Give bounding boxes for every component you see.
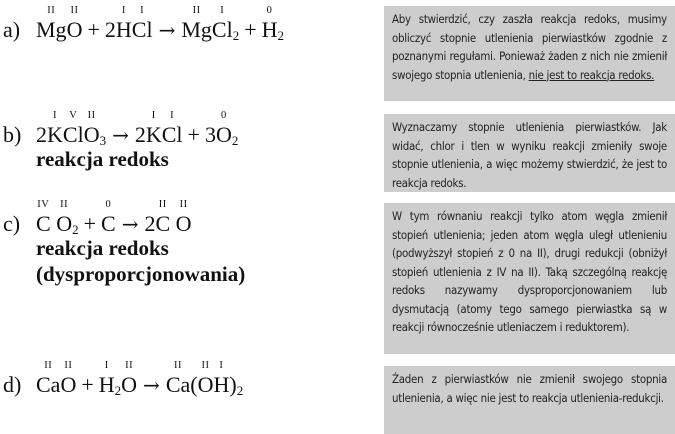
equation-d [0,360,244,398]
reaction-arrow-icon: → [158,18,176,42]
reaction-label: c) [3,211,21,236]
explanation-text: W tym równaniu reakcji tylko atom węgla zmienił stopień utlenienia; jeden atom węgla uległ utlenieniu (podwyższył stopień z 0 na II), drugi redukcji (obniżył stopień utlenienia z IV na II). Taką szczególną reakcję redoks nazywamy dysproporcjonowaniem lub dysmutacją (atomy tego samego pierwiastka są w reakcji równocześnie utleniaczem i reduktorem). [392,209,667,334]
oxidation-state: 0 [266,5,273,16]
oxidation-state: I [121,5,126,16]
reaction-label: b) [3,122,22,147]
subscript: 2 [236,383,244,398]
coefficient: 2 [144,211,156,236]
oxidation-state: II [158,199,167,210]
oxidation-state: I [170,110,175,121]
element: I K [47,110,63,147]
oxidation-state: II [60,199,69,210]
element: II C [155,199,171,236]
oxidation-state: I [219,360,224,371]
oxidation-state: I [104,360,109,371]
reaction-note-subtype: (dysproporcjonowania) [36,262,246,286]
element: II O [175,199,192,236]
element: V Cl [62,110,84,147]
oxidation-state: V [69,110,78,121]
oxidation-state: II [70,5,79,16]
plus-sign: + [87,17,100,42]
oxidation-state: II [125,360,134,371]
reaction-arrow-icon: → [112,123,129,147]
element: I H [213,360,230,397]
oxidation-state: II [192,5,201,16]
element: IV C [36,199,51,236]
explanation-text: Żaden z pierwiastków nie zmienił swojego stopnia utlenienia, a więc nie jest to reakcja utlenienia-redukcji. [392,372,667,405]
plus-sign: + [83,211,96,236]
element: II O [66,5,83,42]
oxidation-state: 0 [221,110,227,121]
oxidation-state: I [220,5,225,16]
subscript: 2 [72,222,79,237]
reaction-label: a) [3,17,21,42]
element: 0 C [101,199,116,236]
coefficient: 3 [204,122,216,147]
element: II O [60,360,77,397]
element: II Mg [36,5,67,42]
reaction-a [0,5,284,43]
reaction-b [0,110,239,172]
reaction-arrow-icon: → [121,212,139,236]
subscript: 2 [232,28,240,43]
plus-sign: + [244,17,257,42]
subscript: 2 [277,28,284,43]
conclusion-underlined: nie jest to reakcja redoks. [528,67,655,82]
bracket-close: ) [229,372,237,397]
element: II Mg [181,5,212,42]
oxidation-state: I [151,110,156,121]
oxidation-state: II [174,360,183,371]
plus-sign: + [187,122,200,147]
element: II O [197,360,214,397]
element: II O [56,199,73,236]
element: II O [83,110,100,147]
oxidation-state: I [140,5,145,16]
reaction-arrow-icon: → [143,373,160,397]
coefficient: 2 [134,122,146,147]
element: I K [145,110,162,147]
explanation-box-c [384,203,675,354]
element: 0 H [261,5,278,42]
explanation-text: Wyznaczamy stopnie utlenienia pierwiastków. Jak widać, chlor i tlen w wyniku reakcji zmieniły swoje stopnie utlenienia, a więc możemy stwierdzić, że jest to reakcja redoks. [392,120,667,190]
equation-c [0,199,245,237]
subscript: 2 [231,133,239,148]
element: I H [115,5,132,42]
oxidation-state: II [201,360,210,371]
explanation-box-d [384,366,675,434]
oxidation-state: II [87,110,96,121]
element: II Ca [165,360,191,397]
oxidation-state: II [47,5,56,16]
equation-b [0,110,239,148]
element: I H [98,360,115,397]
element: 0 O [215,110,232,147]
coefficient: 2 [104,17,116,42]
element: II O [121,360,138,397]
oxidation-state: IV [37,199,50,210]
equation-a [0,5,284,43]
reaction-note: reakcja redoks [36,147,169,171]
plus-sign: + [81,372,94,397]
coefficient: 2 [36,122,47,147]
element: I Cl [161,110,183,147]
oxidation-state: I [52,110,57,121]
oxidation-state: 0 [105,199,112,210]
reaction-c [0,199,246,287]
reaction-d [0,360,244,398]
element: I Cl [131,5,153,42]
reaction-note: reakcja redoks [36,236,169,260]
explanation-box-b [384,114,675,192]
element: I Cl [211,5,233,42]
explanation-text: Aby stwierdzić, czy zaszła reakcja redoks, musimy obliczyć stopnie utlenienia pierwiastków zgodnie z poznanymi regułami. Ponieważ żaden z nich nie zmienił swojego stopnia utlenienia, nie jest to reakcja redoks. [392,12,667,82]
subscript: 2 [114,383,122,398]
oxidation-state: II [64,360,73,371]
oxidation-state: II [44,360,53,371]
oxidation-state: II [179,199,188,210]
explanation-box-a [384,6,675,101]
reaction-label: d) [3,372,22,397]
element: II Ca [36,360,61,397]
bracket-open: ( [190,372,198,397]
subscript: 3 [99,133,107,148]
